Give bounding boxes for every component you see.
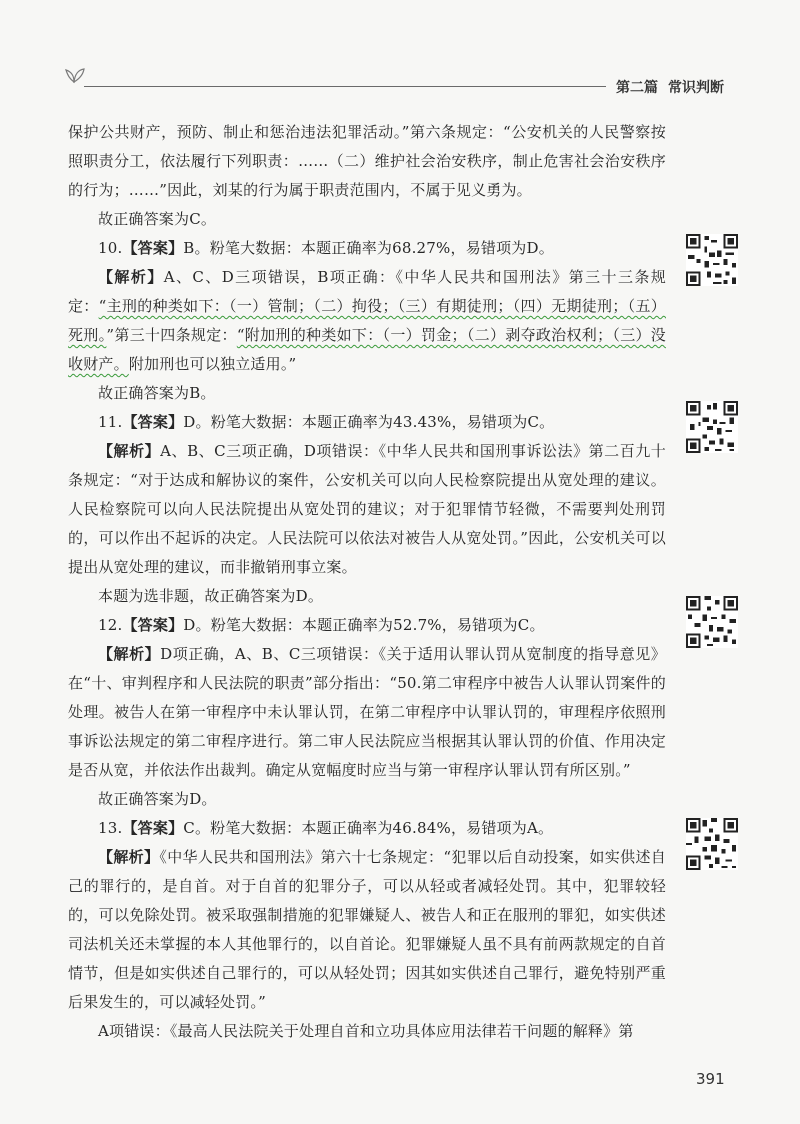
underlined-text: “附加刑的种类如下：（一）罚金；（二）剥夺政治权利；（三）没收财产。 xyxy=(68,326,666,373)
answer-tag: 【答案】 xyxy=(122,616,184,634)
underlined-text: “主刑的种类如下：（一）管制；（二）拘役；（三）有期徒刑；（四）无期徒刑；（五）死刑。 xyxy=(68,297,666,344)
answer-text: B。粉笔大数据：本题正确率为68.27%，易错项为D。 xyxy=(183,239,554,257)
answer-line-11: 本题为选非题，故正确答案为D。 xyxy=(98,587,324,605)
answer-text: D。粉笔大数据：本题正确率为43.43%，易错项为C。 xyxy=(183,413,555,431)
question-13-answer xyxy=(68,814,666,843)
explanation-text: 附加刑也可以独立适用。” xyxy=(128,355,297,373)
qr-code-icon xyxy=(686,596,738,648)
qr-code-icon xyxy=(686,818,738,870)
page-body xyxy=(68,118,666,1046)
question-number: 11. xyxy=(98,413,123,431)
question-11-answer xyxy=(68,408,666,437)
answer-line-12: 故正确答案为D。 xyxy=(98,790,217,808)
header-part: 第二篇 xyxy=(616,80,658,96)
question-number: 13. xyxy=(98,819,123,837)
explanation-text: 《中华人民共和国刑法》第六十七条规定：“犯罪以后自动投案，如实供述自己的罪行的，是自首。对于自首的犯罪分子，可以从轻或者减轻处罚。其中，犯罪较轻的，可以免除处罚。被采取强制措施的犯罪嫌疑人、被告人和正在服刑的罪犯，如实供述司法机关还未掌握的本人其他罪行的，以自首论。犯罪嫌疑人虽不具有前两款规定的自首情节，但是如实供述自己罪行的，可以从轻处罚；因其如实供述自己罪行，避免特别严重后果发生的，可以减轻处罚。” xyxy=(68,848,666,1011)
explanation-tag: 【解析】 xyxy=(98,268,164,286)
answer-tag: 【答案】 xyxy=(122,413,184,431)
paragraph-continuation: 保护公共财产，预防、制止和惩治违法犯罪活动。”第六条规定：“公安机关的人民警察按照职责分工，依法履行下列职责：……（二）维护社会治安秩序，制止危害社会治安秩序的行为；……”因此，刘某的行为属于职责范围内，不属于见义勇为。 xyxy=(68,123,666,199)
answer-text: D。粉笔大数据：本题正确率为52.7%，易错项为C。 xyxy=(183,616,545,634)
explanation-text: D项正确，A、B、C三项错误：《关于适用认罪认罚从宽制度的指导意见》在“十、审判程序和人民法院的职责”部分指出：“50.第二审程序中被告人认罪认罚案件的处理。被告人在第一审程序中未认罪认罚，在第二审程序中认罪认罚的，审理程序依照刑事诉讼法规定的第二审程序进行。第二审人民法院应当根据其认罪认罚的价值、作用决定是否从宽，并依法作出裁判。确定从宽幅度时应当与第一审程序认罪认罚有所区别。” xyxy=(68,645,666,779)
question-10-explanation xyxy=(68,263,666,379)
answer-line-9: 故正确答案为C。 xyxy=(98,210,217,228)
question-number: 10. xyxy=(98,239,123,257)
explanation-text: ”第三十四条规定： xyxy=(106,326,237,344)
explanation-text: A、B、C三项正确，D项错误：《中华人民共和国刑事诉讼法》第二百九十条规定：“对于达成和解协议的案件，公安机关可以向人民检察院提出从宽处理的建议。人民检察院可以向人民法院提出从宽处罚的建议；对于犯罪情节轻微，不需要判处刑罚的，可以作出不起诉的决定。人民法院可以依法对被告人从宽处罚。”因此，公安机关可以提出从宽处理的建议，而非撤销刑事立案。 xyxy=(68,442,666,576)
option-a-note: A项错误：《最高人民法院关于处理自首和立功具体应用法律若干问题的解释》第 xyxy=(98,1022,634,1040)
explanation-tag: 【解析】 xyxy=(98,848,160,866)
answer-tag: 【答案】 xyxy=(122,819,184,837)
qr-code-icon xyxy=(686,234,738,286)
question-10-answer xyxy=(68,234,666,263)
header-rule xyxy=(84,86,606,87)
question-12-explanation xyxy=(68,640,666,785)
qr-code-icon xyxy=(686,401,738,453)
running-header xyxy=(616,77,724,97)
answer-line-10: 故正确答案为B。 xyxy=(98,384,216,402)
explanation-tag: 【解析】 xyxy=(98,442,161,460)
question-number: 12. xyxy=(98,616,123,634)
explanation-tag: 【解析】 xyxy=(98,645,161,663)
leaf-icon xyxy=(60,60,88,88)
question-11-explanation xyxy=(68,437,666,582)
question-13-explanation xyxy=(68,843,666,1017)
explanation-text: A、C、D三项错误，B项正确：《中华人民共和国刑法》第三十三条规定： xyxy=(68,268,666,315)
header-section: 常识判断 xyxy=(668,80,724,96)
question-12-answer xyxy=(68,611,666,640)
answer-tag: 【答案】 xyxy=(122,239,184,257)
answer-text: C。粉笔大数据：本题正确率为46.84%，易错项为A。 xyxy=(183,819,554,837)
page-number: 391 xyxy=(696,1070,725,1088)
